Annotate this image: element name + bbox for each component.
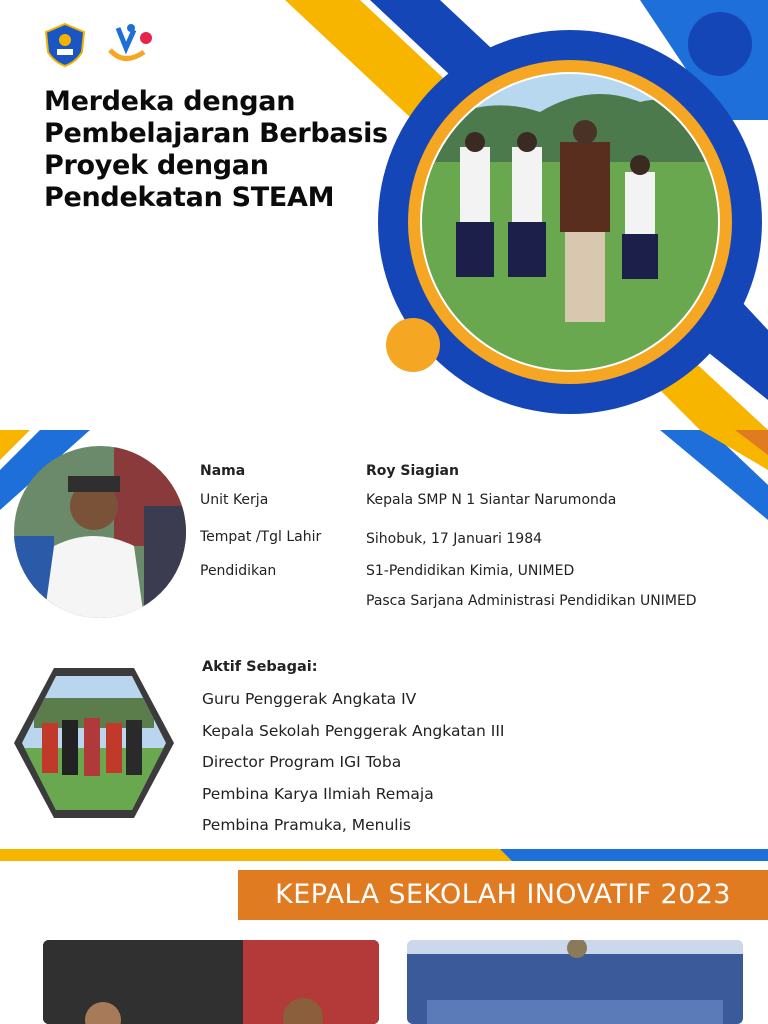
- field-label-tempat-tgl-lahir: Tempat /Tgl Lahir: [200, 529, 322, 545]
- active-item: Pembina Pramuka, Menulis: [202, 816, 411, 834]
- field-label-nama: Nama: [200, 463, 246, 479]
- active-item: Guru Penggerak Angkata IV: [202, 690, 417, 708]
- field-value-tempat-tgl-lahir: Sihobuk, 17 Januari 1984: [366, 531, 543, 547]
- bottom-photo-left: [43, 940, 379, 1024]
- active-item: Director Program IGI Toba: [202, 753, 402, 771]
- title-line-1: Merdeka dengan: [44, 86, 296, 117]
- active-item: Pembina Karya Ilmiah Remaja: [202, 785, 434, 803]
- page-title: [44, 86, 404, 214]
- award-banner: KEPALA SEKOLAH INOVATIF 2023: [238, 870, 768, 920]
- title-line-3: Proyek dengan: [44, 150, 269, 181]
- profile-photo: [14, 446, 186, 618]
- divider-stripe: [0, 849, 768, 861]
- field-value-unit-kerja: Kepala SMP N 1 Siantar Narumonda: [366, 492, 617, 508]
- bottom-photo-right-image: [407, 940, 743, 1024]
- field-value-nama: Roy Siagian: [366, 463, 459, 479]
- field-label-pendidikan: Pendidikan: [200, 563, 277, 579]
- group-photo-hexagon: [14, 668, 174, 818]
- title-line-4: Pendekatan STEAM: [44, 182, 335, 213]
- bottom-photo-right: [407, 940, 743, 1024]
- field-value-pendidikan-extra: Pasca Sarjana Administrasi Pendidikan UNIMED: [366, 593, 697, 609]
- field-label-unit-kerja: Unit Kerja: [200, 492, 269, 508]
- active-item: Kepala Sekolah Penggerak Angkatan III: [202, 722, 505, 740]
- title-line-2: Pembelajaran Berbasis: [44, 118, 388, 149]
- field-value-pendidikan: S1-Pendidikan Kimia, UNIMED: [366, 563, 575, 579]
- merdeka-belajar-logo: [104, 22, 160, 68]
- students-photo: [420, 72, 720, 372]
- bottom-photo-left-image: [43, 940, 379, 1024]
- active-heading: Aktif Sebagai:: [202, 659, 318, 675]
- tut-wuri-handayani-logo: [42, 22, 88, 68]
